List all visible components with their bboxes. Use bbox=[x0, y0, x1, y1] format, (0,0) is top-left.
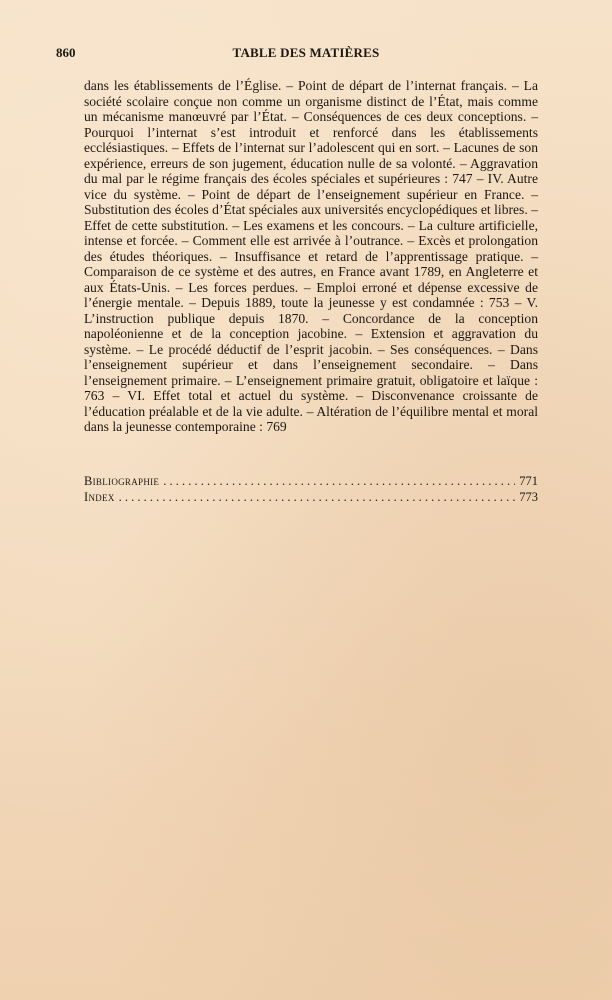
reverse-side-bleed-through bbox=[84, 520, 538, 920]
leader-dots bbox=[163, 473, 515, 489]
body-paragraph: dans les établissements de l’Église. – Point de départ de l’internat français. – La société scolaire conçue non comme un organisme distinct de l’État, mais comme un mécanisme manœuvré par l’État. – Conséquences de ces deux conceptions. – Pourquoi l’internat s’est introduit et renforcé dans les établissements ecclésiastiques. – Effets de l’internat sur l’adolescent qui en sort. – Lacunes de son expérience, erreurs de son jugement, éducation nulle de sa volonté. – Aggravation du mal par le régime français des écoles spéciales et supérieures : 747 – IV. Autre vice du système. – Point de départ de l’enseignement supérieur en France. – Substitution des écoles d’État spéciales aux universités encyclopédiques et libres. – Effet de cette substitution. – Les examens et les concours. – La culture artificielle, intense et forcée. – Comment elle est arrivée à l’outrance. – Excès et prolongation des études théoriques. – Insuffisance et retard de l’apprentissage pratique. – Comparaison de ce système et des autres, en France avant 1789, en Angleterre et aux États-Unis. – Les forces perdues. – Emploi erroné et dépense excessive de l’énergie mentale. – Depuis 1889, toute la jeunesse y est condamnée : 753 – V. L’instruction publique depuis 1870. – Concordance de la conception napoléonienne et de la conception jacobine. – Extension et aggravation du système. – Le procédé déductif de l’esprit jacobin. – Ses conséquences. – Dans l’enseignement supérieur et dans l’enseignement secondaire. – Dans l’enseignement primaire. – L’enseignement primaire gratuit, obligatoire et laïque : 763 – VI. Effet total et actuel du système. – Disconvenance croissante de l’éducation préalable et de la vie adulte. – Altération de l’équilibre mental et moral dans la jeunesse contemporaine : 769 bbox=[84, 78, 538, 434]
toc-row-bibliographie bbox=[84, 473, 538, 489]
running-head: TABLE DES MATIÈRES bbox=[232, 45, 380, 60]
toc-label: Index bbox=[84, 490, 115, 504]
toc-list bbox=[84, 473, 538, 505]
toc-page-number: 773 bbox=[519, 490, 538, 504]
leader-dots bbox=[119, 489, 516, 505]
page-number: 860 bbox=[56, 45, 76, 60]
toc-label: Bibliographie bbox=[84, 474, 160, 488]
toc-page-number: 771 bbox=[519, 474, 538, 488]
toc-row-index bbox=[84, 489, 538, 505]
